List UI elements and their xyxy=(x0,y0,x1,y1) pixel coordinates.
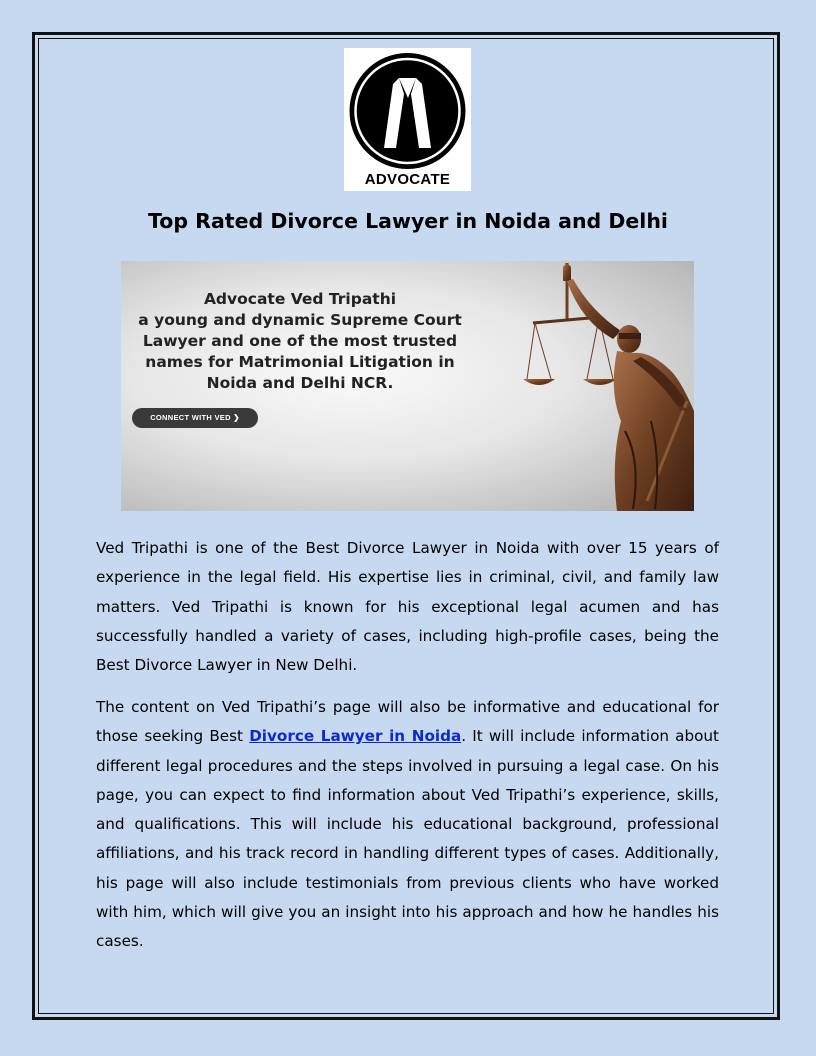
details-text-end: . It will include information about different legal procedures and the steps involved in pursuing a legal case. On his page, you can expect to find information about Ved Tripathi’s experience, skills, and qualifications. This will include his educational background, professional affiliations, and his track record in handling different types of cases. Additionally, his page will also include testimonials from previous clients who have worked with him, which will give you an insight into his approach and how he handles his cases. xyxy=(96,727,719,951)
lady-justice-statue-icon xyxy=(521,261,694,511)
banner-line: Noida and Delhi NCR. xyxy=(206,374,394,392)
advocate-logo xyxy=(344,48,471,191)
divorce-lawyer-link[interactable]: Divorce Lawyer in Noida xyxy=(249,727,462,746)
details-paragraph xyxy=(96,693,719,957)
details-text-start: The content on Ved Tripathi’s page will also be informative and educational for those seeking Best xyxy=(96,698,719,746)
page-title: Top Rated Divorce Lawyer in Noida and Delhi xyxy=(148,209,668,233)
banner-text xyxy=(129,289,471,394)
advocate-emblem-icon xyxy=(344,48,471,173)
banner-line: Advocate Ved Tripathi xyxy=(203,290,397,308)
banner-line: names for Matrimonial Litigation in xyxy=(145,353,455,371)
banner-line: a young and dynamic Supreme Court xyxy=(138,311,462,329)
connect-button[interactable]: CONNECT WITH VED ❯ xyxy=(132,408,258,428)
hero-banner xyxy=(121,261,694,511)
logo-label: ADVOCATE xyxy=(364,171,451,188)
intro-paragraph: Ved Tripathi is one of the Best Divorce Lawyer in Noida with over 15 years of experience in the legal field. His expertise lies in criminal, civil, and family law matters. Ved Tripathi is known for his exceptional legal acumen and has successfully handled a variety of cases, including high-profile cases, being the Best Divorce Lawyer in New Delhi. xyxy=(96,539,719,675)
banner-line: Lawyer and one of the most trusted xyxy=(142,332,458,350)
